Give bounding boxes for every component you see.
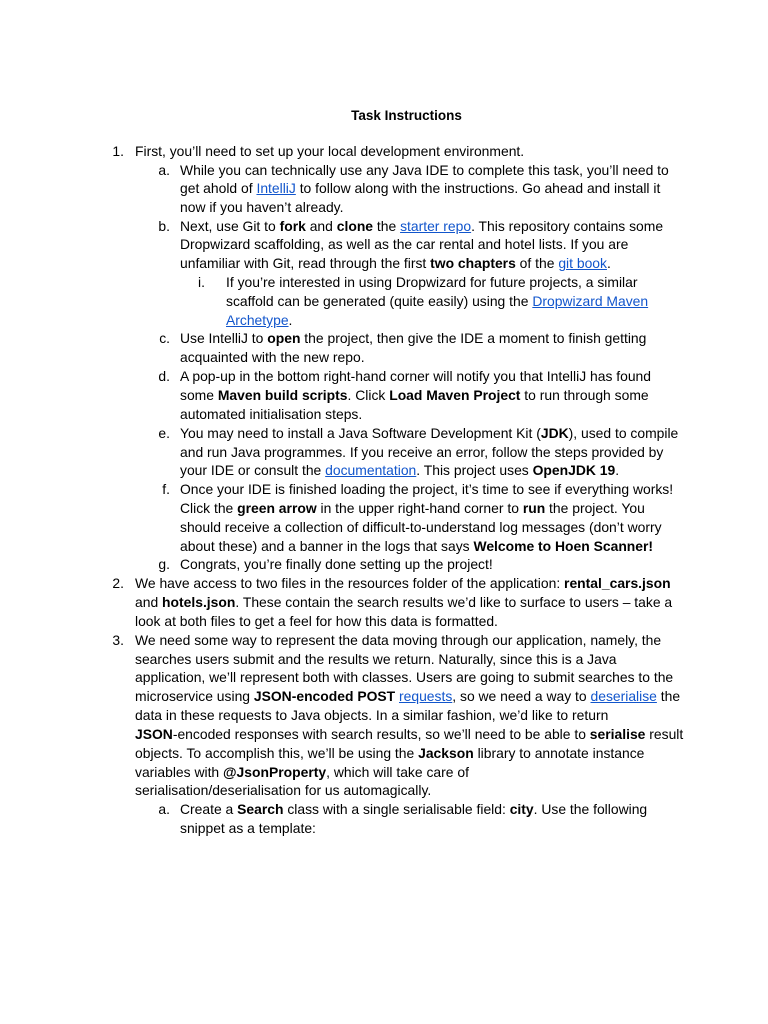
list-marker: d. (158, 368, 170, 384)
text-run: and run Java programmes. If you receive an error, follow the steps provided by (180, 444, 664, 460)
text-run: microservice using (135, 688, 254, 704)
text-line (180, 819, 316, 837)
text-run: Click the (180, 500, 238, 516)
text-run: . Click (347, 387, 390, 403)
bold-text: @JsonProperty (223, 764, 327, 780)
text-run: . These contain the search results we’d like to surface to users – take a (235, 594, 673, 610)
text-line (180, 480, 673, 498)
list-marker: f. (162, 481, 170, 497)
text-line (180, 386, 649, 404)
text-run: Create a (180, 801, 238, 817)
bold-text: JSON-encoded POST (253, 688, 396, 704)
bold-text: Load Maven Project (389, 387, 521, 403)
text-run: and (135, 594, 163, 610)
text-run: Next, use Git to (180, 218, 280, 234)
text-line (180, 179, 660, 197)
text-line (180, 555, 493, 573)
text-run: unfamiliar with Git, read through the first (180, 255, 431, 271)
text-run: library to annotate instance (473, 745, 645, 761)
text-line (180, 235, 628, 253)
text-line (135, 687, 680, 705)
bold-text: JSON (135, 726, 173, 742)
list-marker: g. (158, 556, 170, 572)
text-run: the project. You (545, 500, 645, 516)
hyperlink[interactable]: Dropwizard Maven (532, 293, 649, 309)
text-line (180, 329, 646, 347)
text-run: If you’re interested in using Dropwizard for future projects, a similar (226, 274, 638, 290)
list-marker: c. (159, 330, 170, 346)
text-run: While you can technically use any Java IDE to complete this task, you’ll need to (180, 162, 669, 178)
bold-text: fork (279, 218, 306, 234)
text-run: First, you’ll need to set up your local development environment. (135, 143, 525, 159)
text-line (135, 574, 671, 592)
text-line (180, 461, 619, 479)
text-run: of the (515, 255, 559, 271)
bold-text: rental_cars.json (564, 575, 671, 591)
text-run: . Use the following (533, 801, 648, 817)
text-run: ), used to compile (568, 425, 679, 441)
text-run: -encoded responses with search results, so we’ll need to be able to (172, 726, 590, 742)
text-line (180, 800, 647, 818)
text-line (180, 424, 678, 442)
text-line (226, 311, 292, 329)
text-run: your IDE or consult the (180, 462, 326, 478)
text-run: in the upper right-hand corner to (316, 500, 523, 516)
text-line (226, 273, 638, 291)
text-run: searches users submit and the results we return. Naturally, since this is a Java (135, 651, 617, 667)
bold-text: JDK (540, 425, 569, 441)
text-run: , which will take care of (326, 764, 469, 780)
list-marker: b. (158, 218, 170, 234)
text-run: acquainted with the new repo. (180, 349, 365, 365)
text-line (135, 781, 431, 799)
text-run: , so we need a way to (452, 688, 591, 704)
text-line (135, 744, 644, 762)
list-marker: a. (158, 162, 170, 178)
text-line (180, 518, 662, 536)
bold-text: serialise (589, 726, 646, 742)
text-line (135, 706, 608, 724)
text-run: the (656, 688, 681, 704)
text-run: serialisation/deserialisation for us automagically. (135, 782, 432, 798)
text-run: look at both files to get a feel for how this data is formatted. (135, 613, 498, 629)
text-line (226, 292, 648, 310)
bold-text: city (509, 801, 534, 817)
text-run: the project, then give the IDE a moment to finish getting (300, 330, 647, 346)
text-run: to follow along with the instructions. Go ahead and install it (295, 180, 661, 196)
hyperlink[interactable]: documentation (325, 462, 417, 478)
bold-text: Welcome to Hoen Scanner! (473, 538, 654, 554)
text-run: . (606, 255, 611, 271)
bold-text: hotels.json (162, 594, 236, 610)
text-run: application, we’ll represent both with classes. Users are going to submit searches to the (135, 669, 674, 685)
list-marker: 1. (112, 143, 124, 159)
text-run: result (645, 726, 684, 742)
text-line (180, 367, 651, 385)
text-run: should receive a collection of difficult-to-understand log messages (don’t worry (180, 519, 662, 535)
text-run: the (373, 218, 401, 234)
bold-text: clone (336, 218, 374, 234)
list-marker: 3. (112, 632, 124, 648)
bold-text: Search (237, 801, 284, 817)
text-run: scaffold can be generated (quite easily) using the (226, 293, 533, 309)
bold-text: open (267, 330, 301, 346)
list-marker: 2. (112, 575, 124, 591)
bold-text: green arrow (237, 500, 317, 516)
text-line (180, 405, 362, 423)
text-line (135, 725, 683, 743)
text-run: and (305, 218, 337, 234)
text-run: get ahold of (180, 180, 257, 196)
list-marker: i. (198, 274, 205, 290)
text-run: We have access to two files in the resources folder of the application: (135, 575, 565, 591)
text-run: . This project uses (416, 462, 533, 478)
text-run: automated initialisation steps. (180, 406, 363, 422)
text-run: . This repository contains some (471, 218, 664, 234)
text-run: A pop-up in the bottom right-hand corner will notify you that IntelliJ has found (180, 368, 652, 384)
text-run: class with a single serialisable field: (283, 801, 510, 817)
bold-text: Maven build scripts (217, 387, 348, 403)
text-line (180, 198, 343, 216)
text-line (135, 763, 469, 781)
text-line (135, 668, 673, 686)
list-marker: a. (158, 801, 170, 817)
text-line (180, 499, 645, 517)
bold-text: OpenJDK 19 (532, 462, 616, 478)
text-line (135, 593, 672, 611)
hyperlink[interactable]: git book (558, 255, 607, 271)
text-line (180, 348, 365, 366)
hyperlink[interactable]: deserialise (590, 688, 657, 704)
text-line (135, 631, 661, 649)
text-line (180, 443, 663, 461)
text-run: Dropwizard scaffolding, as well as the car rental and hotel lists. If you are (180, 236, 629, 252)
list-marker: e. (158, 425, 170, 441)
text-run: Once your IDE is finished loading the project, it’s time to see if everything works! (180, 481, 674, 497)
hyperlink[interactable]: Archetype (226, 312, 289, 328)
text-line (180, 537, 653, 555)
text-run: some (180, 387, 218, 403)
text-run: variables with (135, 764, 224, 780)
text-run: now if you haven’t already. (180, 199, 344, 215)
text-line (180, 254, 611, 272)
text-run: about these) and a banner in the logs that says (180, 538, 474, 554)
bold-text: run (522, 500, 546, 516)
bold-text: Jackson (418, 745, 474, 761)
hyperlink[interactable]: starter repo (400, 218, 472, 234)
text-run: . (288, 312, 293, 328)
text-line (180, 217, 663, 235)
text-line (135, 650, 617, 668)
hyperlink[interactable]: IntelliJ (256, 180, 296, 196)
text-line (180, 161, 669, 179)
text-run: data in these requests to Java objects. In a similar fashion, we’d like to return (135, 707, 609, 723)
text-run: We need some way to represent the data moving through our application, namely, the (135, 632, 662, 648)
text-run: Use IntelliJ to (180, 330, 268, 346)
text-run: snippet as a template: (180, 820, 316, 836)
hyperlink[interactable]: requests (399, 688, 453, 704)
text-run: You may need to install a Java Software Development Kit ( (180, 425, 541, 441)
page-title: Task Instructions (351, 108, 462, 123)
text-line (135, 142, 524, 160)
text-run: objects. To accomplish this, we’ll be using the (135, 745, 419, 761)
text-run: Congrats, you’re finally done setting up the project! (180, 556, 493, 572)
text-run: . (615, 462, 620, 478)
bold-text: two chapters (430, 255, 516, 271)
text-line (135, 612, 498, 630)
text-run: to run through some (520, 387, 649, 403)
